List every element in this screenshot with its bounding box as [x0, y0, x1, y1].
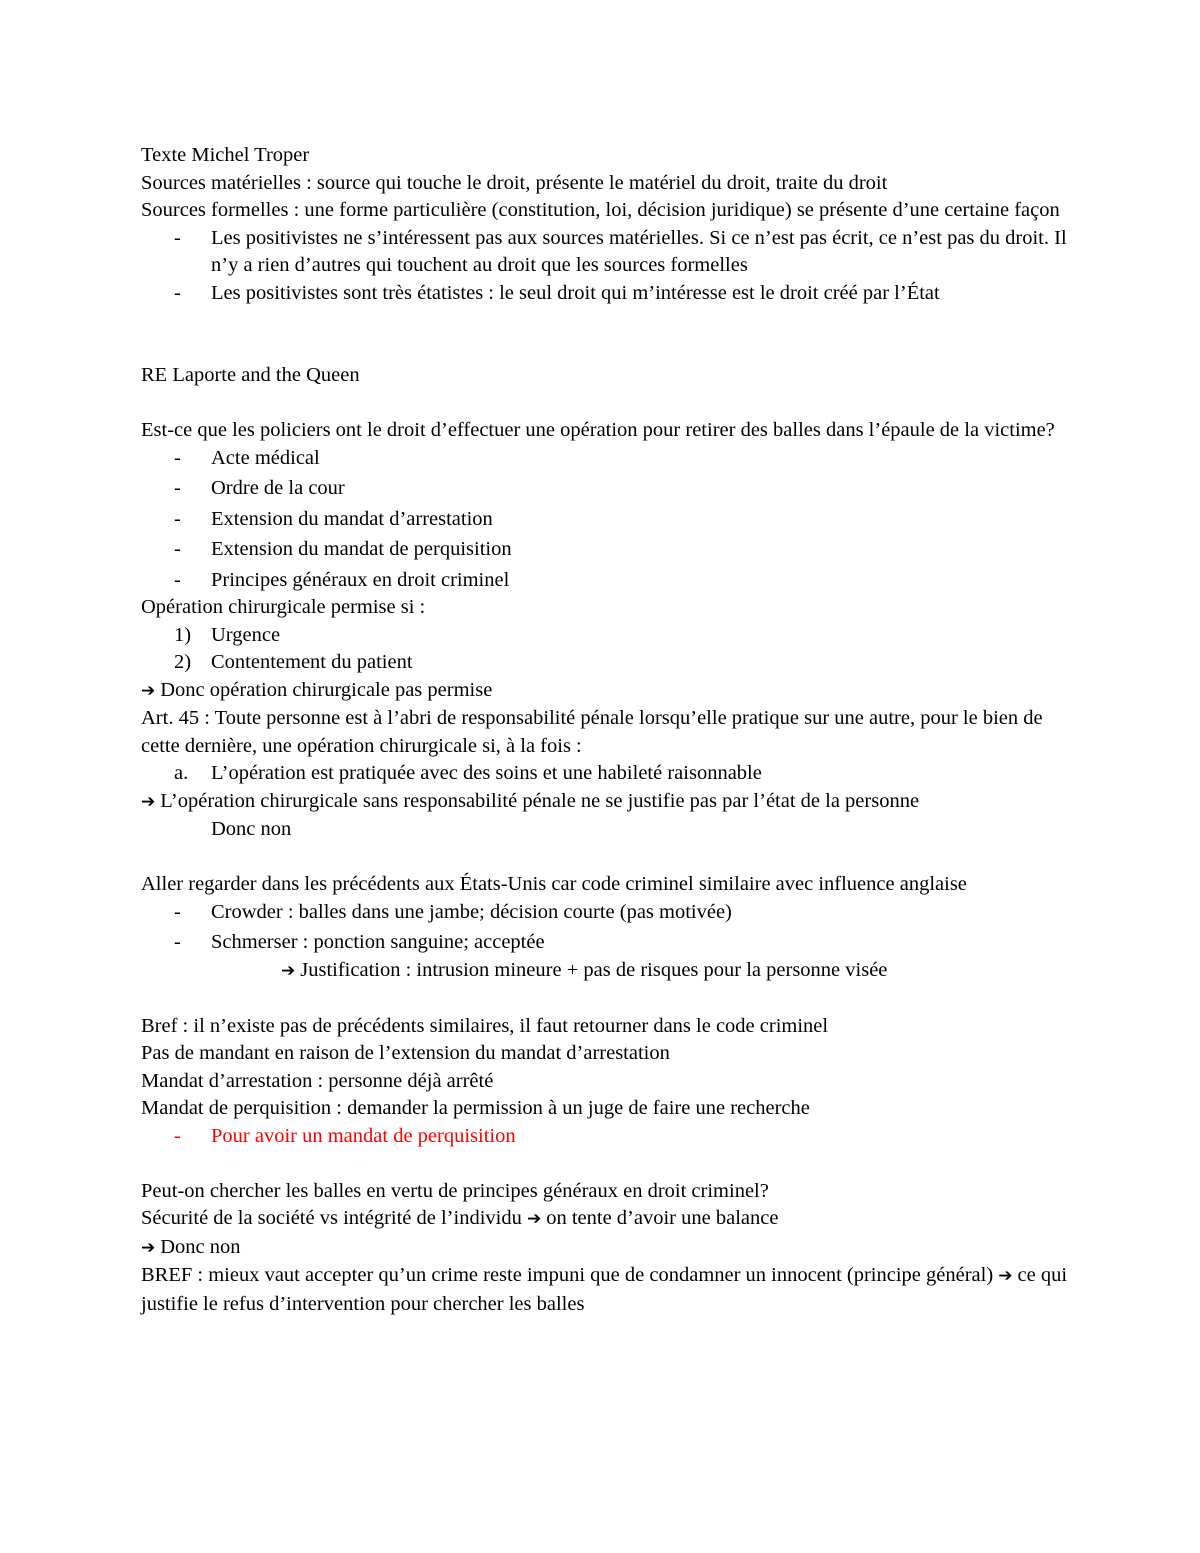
numbered-item — [141, 622, 1071, 650]
arrow-right-icon: ➔ — [141, 1237, 156, 1258]
arrow-right-icon: ➔ — [281, 960, 296, 981]
art45-a-text: L’opération est pratiquée avec des soins et une habileté raisonnable — [211, 762, 762, 784]
lettered-item — [141, 760, 1071, 788]
spacer — [141, 844, 1071, 872]
precedent-text: Crowder : balles dans une jambe; décision courte (pas motivée) — [211, 900, 732, 923]
condition-text: Contentement du patient — [211, 651, 413, 673]
option-text: Extension du mandat de perquisition — [211, 538, 512, 560]
arrow-right-icon: ➔ — [526, 1209, 542, 1229]
question-text: Est-ce que les policiers ont le droit d’effectuer une opération pour retirer des balles dans l’épaule de la victime? — [141, 419, 1055, 441]
doc-title: Texte Michel Troper — [141, 144, 310, 166]
dash-marker: - — [174, 1124, 181, 1147]
peut-on-text: Peut-on chercher les balles en vertu de principes généraux en droit criminel? — [141, 1179, 769, 1202]
art45-text: Art. 45 : Toute personne est à l’abri de responsabilité pénale lorsqu’elle pratique sur une autre, pour le bien de cette dernière, une opération chirurgicale si, à la fois : — [141, 707, 1043, 757]
option-text: Principes généraux en droit criminel — [211, 568, 510, 591]
list-item — [141, 567, 1071, 595]
mandat-arrestation-text: Mandat d’arrestation : personne déjà arrêté — [141, 1069, 494, 1092]
positivistes-text-1: Les positivistes ne s’intéressent pas aux sources matérielles. Si ce n’est pas écrit, ce n’est pas du droit. Il n’y a rien d’autres qui touchent au droit que les sources formelles — [211, 226, 1067, 276]
arrow-right-icon: ➔ — [141, 791, 156, 812]
dash-marker: - — [174, 477, 181, 499]
dash-marker: - — [174, 931, 181, 953]
number-marker: 2) — [174, 651, 192, 673]
numbered-item — [141, 649, 1071, 677]
positivistes-text-2: Les positivistes sont très étatistes : le seul droit qui m’intéresse est le droit créé par l’État — [211, 281, 940, 304]
list-item — [141, 475, 1071, 503]
spacer — [141, 1150, 1071, 1178]
securite-line — [141, 1205, 1071, 1234]
dash-marker: - — [174, 281, 181, 304]
securite-text-b: on tente d’avoir une balance — [546, 1207, 779, 1229]
option-text: Acte médical — [211, 446, 320, 469]
sources-formelles-text: Sources formelles : une forme particulière (constitution, loi, décision juridique) se présente d’une certaine façon — [141, 199, 1060, 221]
list-item — [141, 536, 1071, 564]
option-text: Extension du mandat d’arrestation — [211, 507, 493, 530]
spacer — [141, 390, 1071, 418]
list-item — [141, 225, 1071, 280]
bref-text-1: Bref : il n’existe pas de précédents similaires, il faut retourner dans le code criminel — [141, 1014, 829, 1037]
pour-avoir-text: Pour avoir un mandat de perquisition — [211, 1124, 516, 1147]
dash-marker: - — [174, 446, 181, 469]
operation-title: Opération chirurgicale permise si : — [141, 596, 426, 618]
precedent-text: Schmerser : ponction sanguine; acceptée — [211, 931, 545, 953]
mandat-perquisition-text: Mandat de perquisition : demander la permission à un juge de faire une recherche — [141, 1097, 810, 1119]
dash-marker: - — [174, 538, 181, 560]
etats-unis-text: Aller regarder dans les précédents aux États-Unis car code criminel similaire avec influence anglaise — [141, 873, 967, 895]
option-text: Ordre de la cour — [211, 477, 345, 499]
list-item — [141, 899, 1071, 927]
list-item — [141, 280, 1071, 308]
justification-text: Justification : intrusion mineure + pas de risques pour la personne visée — [300, 958, 888, 981]
letter-marker: a. — [174, 762, 189, 784]
dash-marker: - — [174, 568, 181, 591]
pas-de-mandant-text: Pas de mandant en raison de l’extension du mandat d’arrestation — [141, 1042, 670, 1064]
donc-non-text-2: Donc non — [160, 1235, 241, 1258]
conclusion-line-2 — [141, 788, 1071, 817]
list-item — [141, 506, 1071, 534]
justification-line — [141, 957, 1071, 986]
condition-text: Urgence — [211, 623, 281, 646]
dash-marker: - — [174, 900, 181, 923]
securite-text-a: Sécurité de la société vs intégrité de l’individu — [141, 1207, 522, 1229]
sources-materielles-text: Sources matérielles : source qui touche le droit, présente le matériel du droit, traite du droit — [141, 171, 888, 194]
bref-line-2 — [141, 1262, 1071, 1318]
spacer — [141, 985, 1071, 1013]
arrow-right-icon: ➔ — [141, 680, 156, 701]
document-page — [141, 142, 1071, 1318]
list-item-red — [141, 1123, 1071, 1151]
bref-text-2a: BREF : mieux vaut accepter qu’un crime reste impuni que de condamner un innocent (principe général) — [141, 1264, 994, 1286]
dash-marker: - — [174, 226, 181, 249]
spacer — [141, 307, 1071, 362]
conclusion-text-1: Donc opération chirurgicale pas permise — [160, 678, 493, 701]
list-item — [141, 929, 1071, 957]
conclusion-line-1 — [141, 677, 1071, 706]
dash-marker: - — [174, 507, 181, 530]
donc-non-text: Donc non — [211, 818, 292, 840]
donc-non-line — [141, 1234, 1071, 1263]
conclusion-text-2: L’opération chirurgicale sans responsabilité pénale ne se justifie pas par l’état de la personne — [160, 789, 920, 812]
arrow-right-icon: ➔ — [998, 1266, 1013, 1286]
case-title: RE Laporte and the Queen — [141, 364, 360, 386]
bref-text-2b: ce qui justifie le refus d’intervention pour chercher les balles — [141, 1264, 1068, 1315]
list-item — [141, 445, 1071, 473]
number-marker: 1) — [174, 623, 192, 646]
